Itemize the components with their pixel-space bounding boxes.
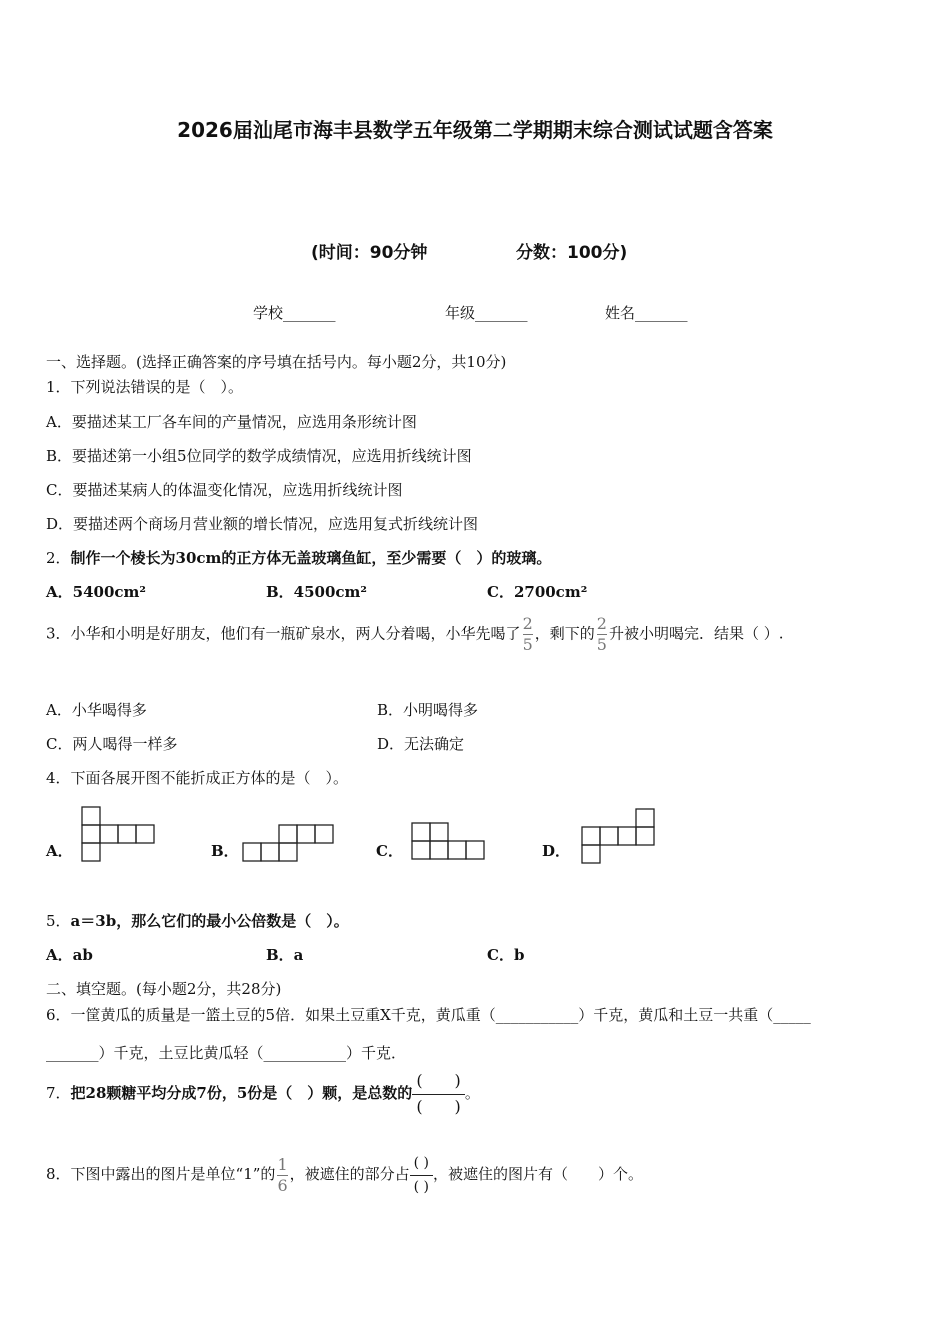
q7-text-a: 把28颗糖平均分成7份，5份是（ ）颗，是总数的: [70, 1084, 413, 1102]
q1-text: 下列说法错误的是（ ）。: [70, 378, 244, 396]
q1-number: 1．: [46, 378, 71, 396]
q4-number: 4．: [46, 769, 71, 787]
q7-stem: [46, 1073, 480, 1115]
net-c-figure: [410, 821, 490, 865]
net-d-figure: [580, 807, 662, 867]
q4-option-c: C．: [376, 842, 403, 860]
q4-option-a: A．: [46, 842, 73, 860]
q1-option-a: A．要描述某工厂各车间的产量情况，应选用条形统计图: [46, 413, 417, 431]
q7-number: 7．: [46, 1084, 71, 1102]
q4-option-d: D．: [542, 842, 571, 860]
name-field: 姓名_______: [605, 304, 688, 322]
q1-stem: [46, 376, 243, 397]
q5-option-b: B．a: [266, 946, 304, 964]
q2-option-c: C．2700cm²: [487, 583, 588, 601]
q3-fraction-2: $\frac{2}{5}$: [596, 614, 607, 654]
section2-heading: 二、填空题。(每小题2分，共28分): [46, 980, 282, 998]
school-field: 学校_______: [253, 304, 336, 322]
q8-fraction-2: ( ) ( ): [410, 1156, 433, 1194]
net-b-figure: [241, 823, 341, 865]
q3-stem: [46, 616, 784, 653]
q6-line1: [46, 1004, 811, 1025]
q8-text-b: ，被遮住的部分占: [289, 1165, 410, 1183]
q8-fraction-1: $\frac{1}{6}$: [277, 1154, 288, 1195]
q3-fraction-1: $\frac{2}{5}$: [522, 614, 533, 654]
q2-stem: [46, 547, 551, 568]
q3-option-c: C．两人喝得一样多: [46, 735, 178, 753]
net-a-figure: [80, 805, 160, 865]
section1-heading: 一、选择题。(选择正确答案的序号填在括号内。每小题2分，共10分): [46, 353, 507, 371]
q3-text-a: 小华和小明是好朋友，他们有一瓶矿泉水，两人分着喝，小华先喝了: [70, 624, 521, 643]
q7-text-b: 。: [464, 1084, 480, 1102]
q5-stem: [46, 910, 349, 931]
q3-text-b: ，剩下的: [534, 624, 595, 643]
q8-number: 8．: [46, 1165, 71, 1183]
document-title: 2026届汕尾市海丰县数学五年级第二学期期末综合测试试题含答案: [177, 118, 773, 142]
q6-number: 6．: [46, 1006, 71, 1024]
q4-stem: [46, 767, 348, 788]
q3-option-a: A．小华喝得多: [46, 701, 147, 719]
q6-line2: _______）千克，土豆比黄瓜轻（___________）千克．: [46, 1044, 407, 1062]
q7-fraction: ( ) ( ): [412, 1073, 465, 1115]
q2-option-a: A．5400cm²: [46, 583, 146, 601]
q1-option-d: D．要描述两个商场月营业额的增长情况，应选用复式折线统计图: [46, 515, 479, 533]
q5-text: a＝3b，那么它们的最小公倍数是（ ）。: [70, 912, 349, 930]
q5-number: 5．: [46, 912, 71, 930]
q3-number: 3．: [46, 624, 71, 643]
q5-option-c: C．b: [487, 946, 525, 964]
q3-option-d: D．无法确定: [377, 735, 465, 753]
q4-option-b: B．: [211, 842, 239, 860]
q6-text-1: 一筐黄瓜的质量是一篮土豆的5倍．如果土豆重X千克，黄瓜重（___________）千克，黄瓜和土豆一共重（_____: [70, 1006, 811, 1024]
q5-option-a: A．ab: [46, 946, 93, 964]
q2-option-b: B．4500cm²: [266, 583, 368, 601]
q1-option-c: C．要描述某病人的体温变化情况，应选用折线统计图: [46, 481, 403, 499]
q8-text-c: ，被遮住的图片有（ ）个。: [433, 1165, 644, 1183]
exam-score: 分数：100分): [516, 243, 628, 263]
grade-field: 年级_______: [445, 304, 528, 322]
q2-text: 制作一个棱长为30cm的正方体无盖玻璃鱼缸，至少需要（ ）的玻璃。: [70, 549, 552, 567]
q2-number: 2．: [46, 549, 71, 567]
q3-text-c: 升被小明喝完．结果（ ）.: [608, 624, 784, 643]
q8-stem: [46, 1156, 643, 1194]
exam-time: (时间：90分钟: [311, 243, 428, 263]
q4-text: 下面各展开图不能折成正方体的是（ ）。: [70, 769, 349, 787]
q3-option-b: B．小明喝得多: [377, 701, 479, 719]
q1-option-b: B．要描述第一小组5位同学的数学成绩情况，应选用折线统计图: [46, 447, 472, 465]
q8-text-a: 下图中露出的图片是单位“1”的: [70, 1165, 276, 1183]
